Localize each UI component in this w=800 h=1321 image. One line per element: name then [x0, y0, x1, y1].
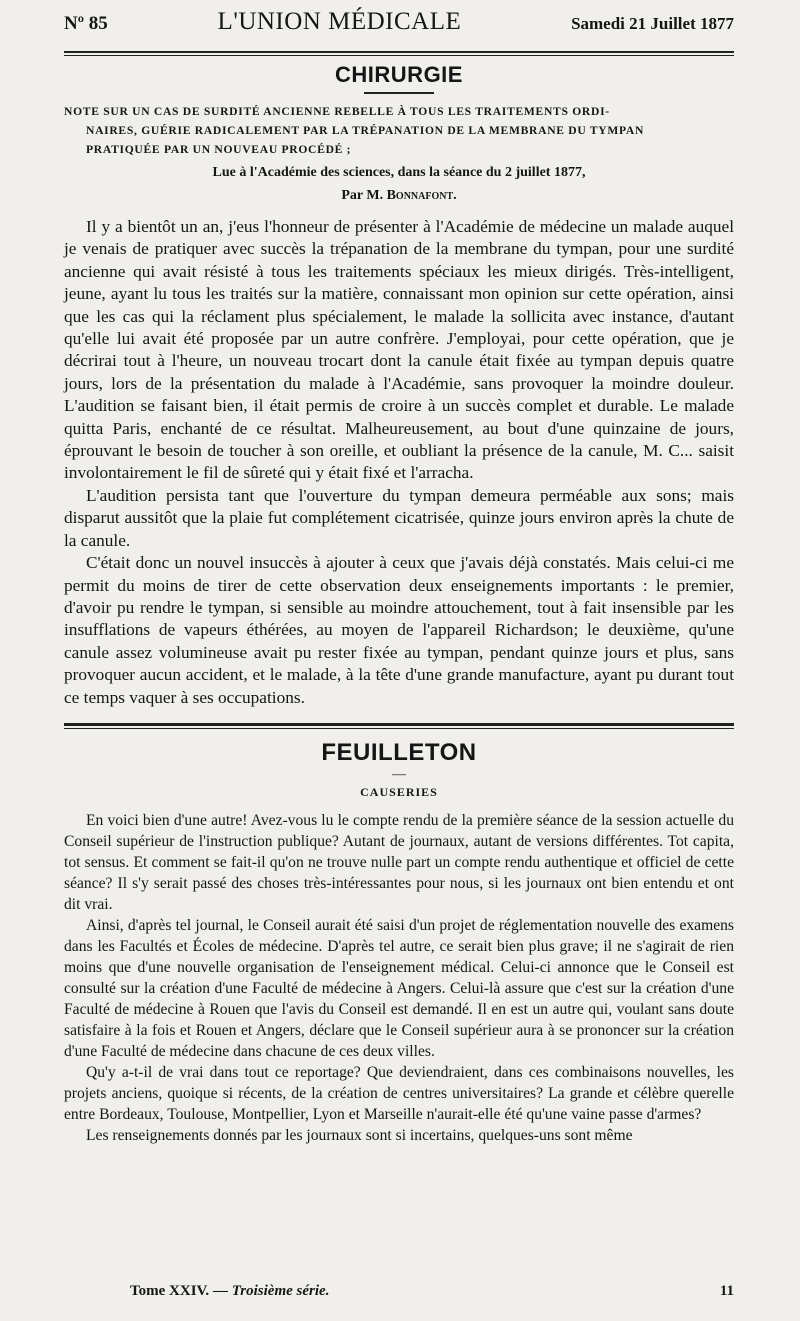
footer-arrow: — — [212, 1283, 228, 1299]
chirurgie-body — [64, 216, 734, 709]
masthead — [64, 8, 734, 42]
feuilleton-body — [64, 810, 734, 1146]
feuilleton-dash: — — [392, 766, 406, 782]
footer-volume — [64, 1283, 329, 1300]
page-footer — [64, 1283, 734, 1300]
chirurgie-section — [64, 62, 734, 709]
causeries-subtitle: CAUSERIES — [360, 784, 438, 799]
chirurgie-paragraph-2: L'audition persista tant que l'ouverture du tympan demeura perméable aux sons; mais disparut aussitôt que la plaie fut complétement cicatrisée, quinze jours environ après la chute de la canule. — [64, 485, 734, 550]
chirurgie-paragraph-3: C'était donc un nouvel insuccès à ajouter à ceux que j'avais déjà constatés. Mais celui-ci me permit du moins de tirer de cette observation deux enseignements importants : le premier, d'avoir pu rendre le tympan, si sensible au moindre attouchement, tout à fait insensible par les insufflations de vapeurs éthérées, au moyen de l'appareil Richardson; le deuxième, qu'une canule assez volumineuse avait pu rester fixée au tympan, pendant quinze jours et plus, sans provoquer aucun accident, et le malade, à la tête d'une grande manufacture, ayant pu durant tout ce temps vaquer à ses occupations. — [64, 553, 734, 707]
header-rule — [64, 51, 734, 56]
chirurgie-title-rule — [364, 92, 434, 94]
issue-number: Nº 85 — [64, 13, 108, 34]
article-title — [64, 102, 734, 159]
feuilleton-paragraph-4: Les renseignements donnés par les journaux sont si incertains, quelques-uns sont même — [86, 1126, 633, 1144]
page-number: 11 — [719, 1283, 734, 1299]
article-title-line-2: NAIRES, GUÉRIE RADICALEMENT PAR LA TRÉPANATION DE LA MEMBRANE DU TYMPAN — [86, 124, 645, 137]
author-line — [64, 184, 734, 208]
journal-title: L'UNION MÉDICALE — [217, 8, 462, 35]
feuilleton-paragraph-1: En voici bien d'une autre! Avez-vous lu le compte rendu de la première séance de la session actuelle du Conseil supérieur de l'instruction publique? Autant de journaux, autant de versions différentes. Tot capita, tot sensus. Et comment se fait-il qu'on ne trouve nulle part un compte rendu authentique et officiel de cette séance? Il s'y serait passé des choses très-intéressantes pour nous, si les journaux ont bien entendu et ont dit vrai. — [64, 811, 734, 913]
volume-label: Tome XXIV. — [130, 1283, 210, 1299]
feuilleton-paragraph-3: Qu'y a-t-il de vrai dans tout ce reportage? Que deviendraient, dans ces combinaisons nouvelles, les projets anciens, quoique si récents, de la création de centres universitaires? La grande et célèbre querelle entre Bordeaux, Toulouse, Montpellier, Lyon et Marseille n'aurait-elle été qu'une vaine passe d'armes? — [64, 1063, 734, 1123]
author-name: Bonnafont. — [386, 188, 457, 203]
series-label: Troisième série. — [231, 1283, 330, 1299]
feuilleton-rule — [64, 723, 734, 729]
article-title-line-3: PRATIQUÉE PAR UN NOUVEAU PROCÉDÉ ; — [86, 143, 352, 156]
author-prefix: Par M. — [341, 188, 384, 203]
article-title-line-1: NOTE SUR UN CAS DE SURDITÉ ANCIENNE REBELLE À TOUS LES TRAITEMENTS ORDI- — [64, 105, 610, 118]
feuilleton-paragraph-2: Ainsi, d'après tel journal, le Conseil aurait été saisi d'un projet de réglementation nouvelle des examens dans les Facultés et Écoles de médecine. D'après tel autre, ce serait bien plus grave; il ne s'agirait de rien moins que d'une nouvelle organisation de l'enseignement médical. Celui-ci annonce que le Conseil est consulté sur la création d'une Faculté de médecine à Angers. Celui-là assure que c'est sur la création d'une Faculté de médecine à Rouen que l'avis du Conseil est demandé. Il en est un autre qui, voulant sans doute satisfaire à la fois et Rouen et Angers, déclare que le Conseil supérieur aura à se prononcer sur la création d'une Faculté de médecine dans chacune de ces deux villes. — [64, 916, 734, 1060]
issue-date: Samedi 21 Juillet 1877 — [571, 14, 734, 33]
chirurgie-paragraph-1: Il y a bientôt un an, j'eus l'honneur de présenter à l'Académie de médecine un malade auquel je venais de pratiquer avec succès la trépanation de la membrane du tympan, pour une surdité ancienne qui avait résisté à tous les traitements spéciaux les mieux dirigés. Très-intelligent, jeune, ayant lu tous les traités sur la matière, connaissant mon opinion sur cette opération, ainsi que les cas qui la réclament plus spécialement, le malade la sollicita avec instance, d'autant qu'elle lui avait été proposée par un autre confrère. J'employai, pour cette opération, que je décrirai tout à l'heure, un nouveau trocart dont la canule était fixée au tympan depuis quatre jours, lors de la présentation du malade à l'Académie, sans provoquer la moindre douleur. L'audition se faisant bien, il était permis de croire à un succès complet et durable. Le malade quitta Paris, enchanté de ce résultat. Malheureusement, au bout d'une quinzaine de jours, éprouvant le besoin de toucher à son oreille, et oubliant la présence de la canule, M. C... saisit involontairement le fil de sûreté qui y était fixé et l'arracha. — [64, 217, 734, 483]
chirurgie-title: CHIRURGIE — [335, 62, 463, 87]
feuilleton-section — [64, 739, 734, 1146]
feuilleton-title: FEUILLETON — [321, 738, 477, 766]
read-at-line: Lue à l'Académie des sciences, dans la séance du 2 juillet 1877, — [212, 165, 586, 180]
